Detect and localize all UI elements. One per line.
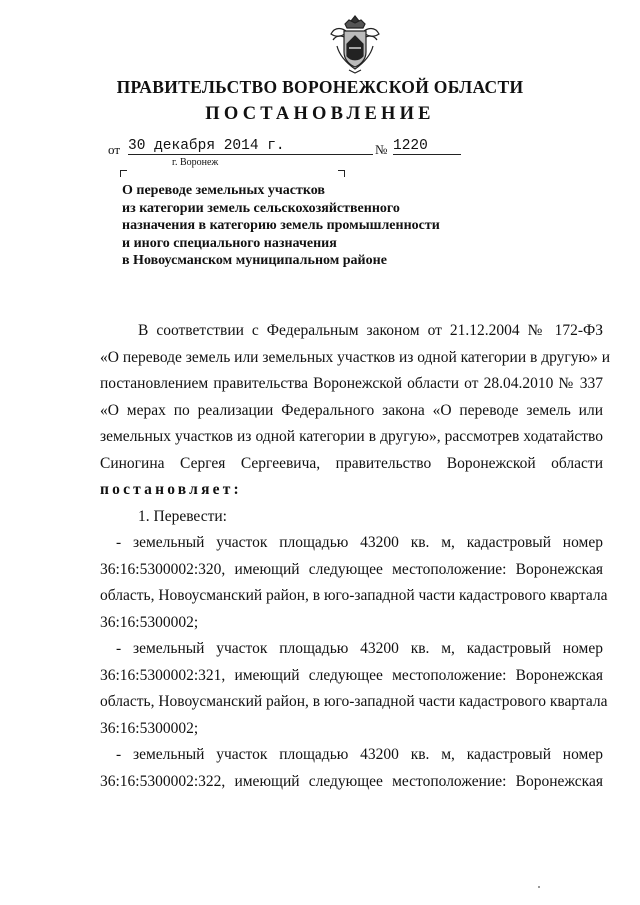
document-body [100,318,610,795]
subject-line: и иного специального назначения [122,235,337,251]
body-line: земельных участков из одной категории в другую», рассмотрев ходатайство [100,428,603,445]
document-type: ПОСТАНОВЛЕНИЕ [205,104,435,124]
date-prefix: от [108,142,121,157]
clause-heading: 1. Перевести: [138,507,227,525]
body-line: «О переводе земель или земельных участков из одной категории в другую» и [100,348,610,366]
body-line: 36:16:5300002; [100,719,199,737]
body-line: - земельный участок площадью 43200 кв. м, кадастровый номер [116,640,603,657]
page-mark [538,886,540,888]
body-line: - земельный участок площадью 43200 кв. м, кадастровый номер [116,746,603,763]
body-line: область, Новоусманский район, в юго-западной части кадастрового квартала [100,693,608,710]
document-date: 30 декабря 2014 г. [128,138,373,155]
document-number: 1220 [393,138,461,155]
coat-of-arms-icon [327,14,383,74]
subject-line: назначения в категорию земель промышленности [122,218,440,234]
body-line: Синогина Сергея Сергеевича, правительство Воронежской области [100,454,603,472]
subject-line: О переводе земельных участков [122,183,325,198]
body-line: «О мерах по реализации Федерального закона «О переводе земель или [100,401,603,419]
body-line: область, Новоусманский район, в юго-западной части кадастрового квартала [100,587,608,604]
body-line: 36:16:5300002:321, имеющий следующее местоположение: Воронежская [100,666,603,684]
subject-line: из категории земель сельскохозяйственного [122,200,400,216]
body-line: - земельный участок площадью 43200 кв. м, кадастровый номер [116,534,603,551]
organization-name: ПРАВИТЕЛЬСТВО ВОРОНЕЖСКОЙ ОБЛАСТИ [116,77,524,97]
subject-line: в Новоусманском муниципальном районе [122,253,387,269]
body-line: В соответствии с Федеральным законом от 21.12.2004 № 172-ФЗ [138,322,603,339]
body-line: 36:16:5300002:320, имеющий следующее местоположение: Воронежская [100,560,603,578]
subject-corner-left [120,170,127,177]
resolution-word: постановляет: [100,481,242,498]
body-line: 36:16:5300002; [100,613,199,631]
subject-corner-right [338,170,345,177]
document-subject [122,182,502,270]
body-line: 36:16:5300002:322, имеющий следующее местоположение: Воронежская [100,772,603,790]
number-label: № [375,142,388,157]
body-line: постановлением правительства Воронежской области от 28.04.2010 № 337 [100,375,603,392]
city: г. Воронеж [172,157,219,168]
